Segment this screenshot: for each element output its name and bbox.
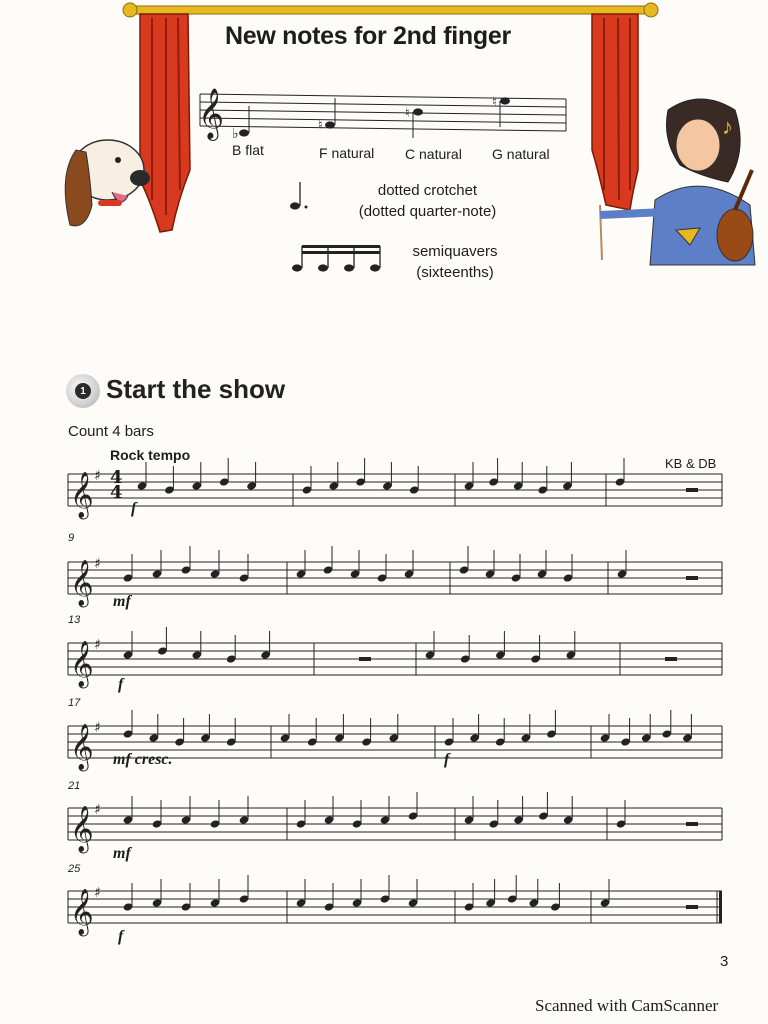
half-rest (686, 488, 698, 492)
legend-semiquavers (395, 241, 515, 283)
treble-clef-icon: 𝄞 (70, 889, 94, 935)
svg-text:♪: ♪ (722, 114, 733, 139)
treble-clef-icon: 𝄞 (70, 724, 94, 770)
treble-clef-icon: 𝄞 (70, 472, 94, 518)
measure-number: 21 (68, 780, 81, 792)
dynamic-marking: f (131, 500, 137, 517)
dynamic-marking: mf cresc. (113, 751, 173, 768)
new-notes-staff (200, 94, 566, 131)
rail-knob-left (123, 3, 137, 17)
measure-number: 25 (68, 863, 81, 875)
legend-line: semiquavers (412, 243, 498, 260)
half-rest (686, 822, 698, 826)
tempo-marking: Rock tempo (110, 447, 191, 463)
note-c-natural (413, 108, 423, 115)
note-label-f-natural: F natural (319, 145, 375, 161)
dynamic-marking: mf (113, 845, 131, 862)
note-f-natural (325, 121, 335, 128)
count-in-instruction: Count 4 bars (68, 423, 154, 440)
flat-sign-icon: ♭ (232, 125, 239, 141)
note-label-g-natural: G natural (492, 146, 550, 162)
key-signature-sharp-icon: ♯ (94, 802, 101, 818)
treble-clef-icon: 𝄞 (198, 88, 225, 139)
legend-line: (sixteenths) (416, 264, 494, 281)
treble-clef-icon: 𝄞 (70, 641, 94, 687)
measure-number: 17 (68, 697, 81, 709)
note-g-natural (500, 97, 510, 104)
rail-knob-right (644, 3, 658, 17)
piece-title: Start the show (106, 374, 286, 404)
dog-illustration (65, 140, 150, 226)
whole-rest (665, 657, 677, 661)
dynamic-marking: f (118, 676, 124, 693)
whole-rest (359, 657, 371, 661)
dynamic-marking: f (118, 928, 124, 945)
treble-clef-icon: 𝄞 (70, 806, 94, 852)
piece-number-badge (66, 374, 100, 408)
new-note-heads (232, 94, 510, 141)
legend-dotted-crotchet (340, 180, 515, 222)
natural-sign-icon: ♮ (405, 105, 410, 120)
legend-line: dotted crotchet (377, 182, 478, 199)
note-b-flat (239, 129, 249, 136)
key-signature-sharp-icon: ♯ (94, 556, 101, 572)
legend-line: (dotted quarter-note) (358, 203, 497, 220)
time-signature-top: 4 (110, 467, 123, 488)
measure-number: 13 (68, 614, 81, 626)
natural-sign-icon: ♮ (318, 117, 323, 132)
right-curtain (592, 14, 638, 210)
page-number: 3 (720, 953, 729, 970)
semiquavers-icon (292, 245, 380, 272)
curtain-rail (125, 6, 655, 14)
dotted-crotchet-icon (290, 182, 308, 210)
natural-sign-icon: ♮ (492, 94, 497, 109)
dynamic-marking: mf (113, 593, 131, 610)
half-rest (686, 905, 698, 909)
key-signature-sharp-icon: ♯ (94, 720, 101, 736)
note-label-c-natural: C natural (405, 146, 462, 162)
time-signature-bottom: 4 (110, 482, 123, 503)
key-signature-sharp-icon: ♯ (94, 468, 101, 484)
scanner-watermark: Scanned with CamScanner (535, 996, 719, 1015)
key-signature-sharp-icon: ♯ (94, 637, 101, 653)
composer-credit: KB & DB (665, 456, 717, 471)
dynamic-marking: f (444, 751, 450, 768)
half-rest (686, 576, 698, 580)
page-title: New notes for 2nd finger (225, 22, 511, 50)
note-label-b-flat: B flat (232, 142, 264, 158)
final-barline (719, 891, 722, 923)
music-systems (68, 458, 722, 937)
key-signature-sharp-icon: ♯ (94, 885, 101, 901)
time-signature (110, 467, 123, 503)
measure-number: 9 (68, 532, 75, 544)
treble-clef-icon: 𝄞 (70, 560, 94, 606)
piece-number: 1 (75, 383, 91, 399)
